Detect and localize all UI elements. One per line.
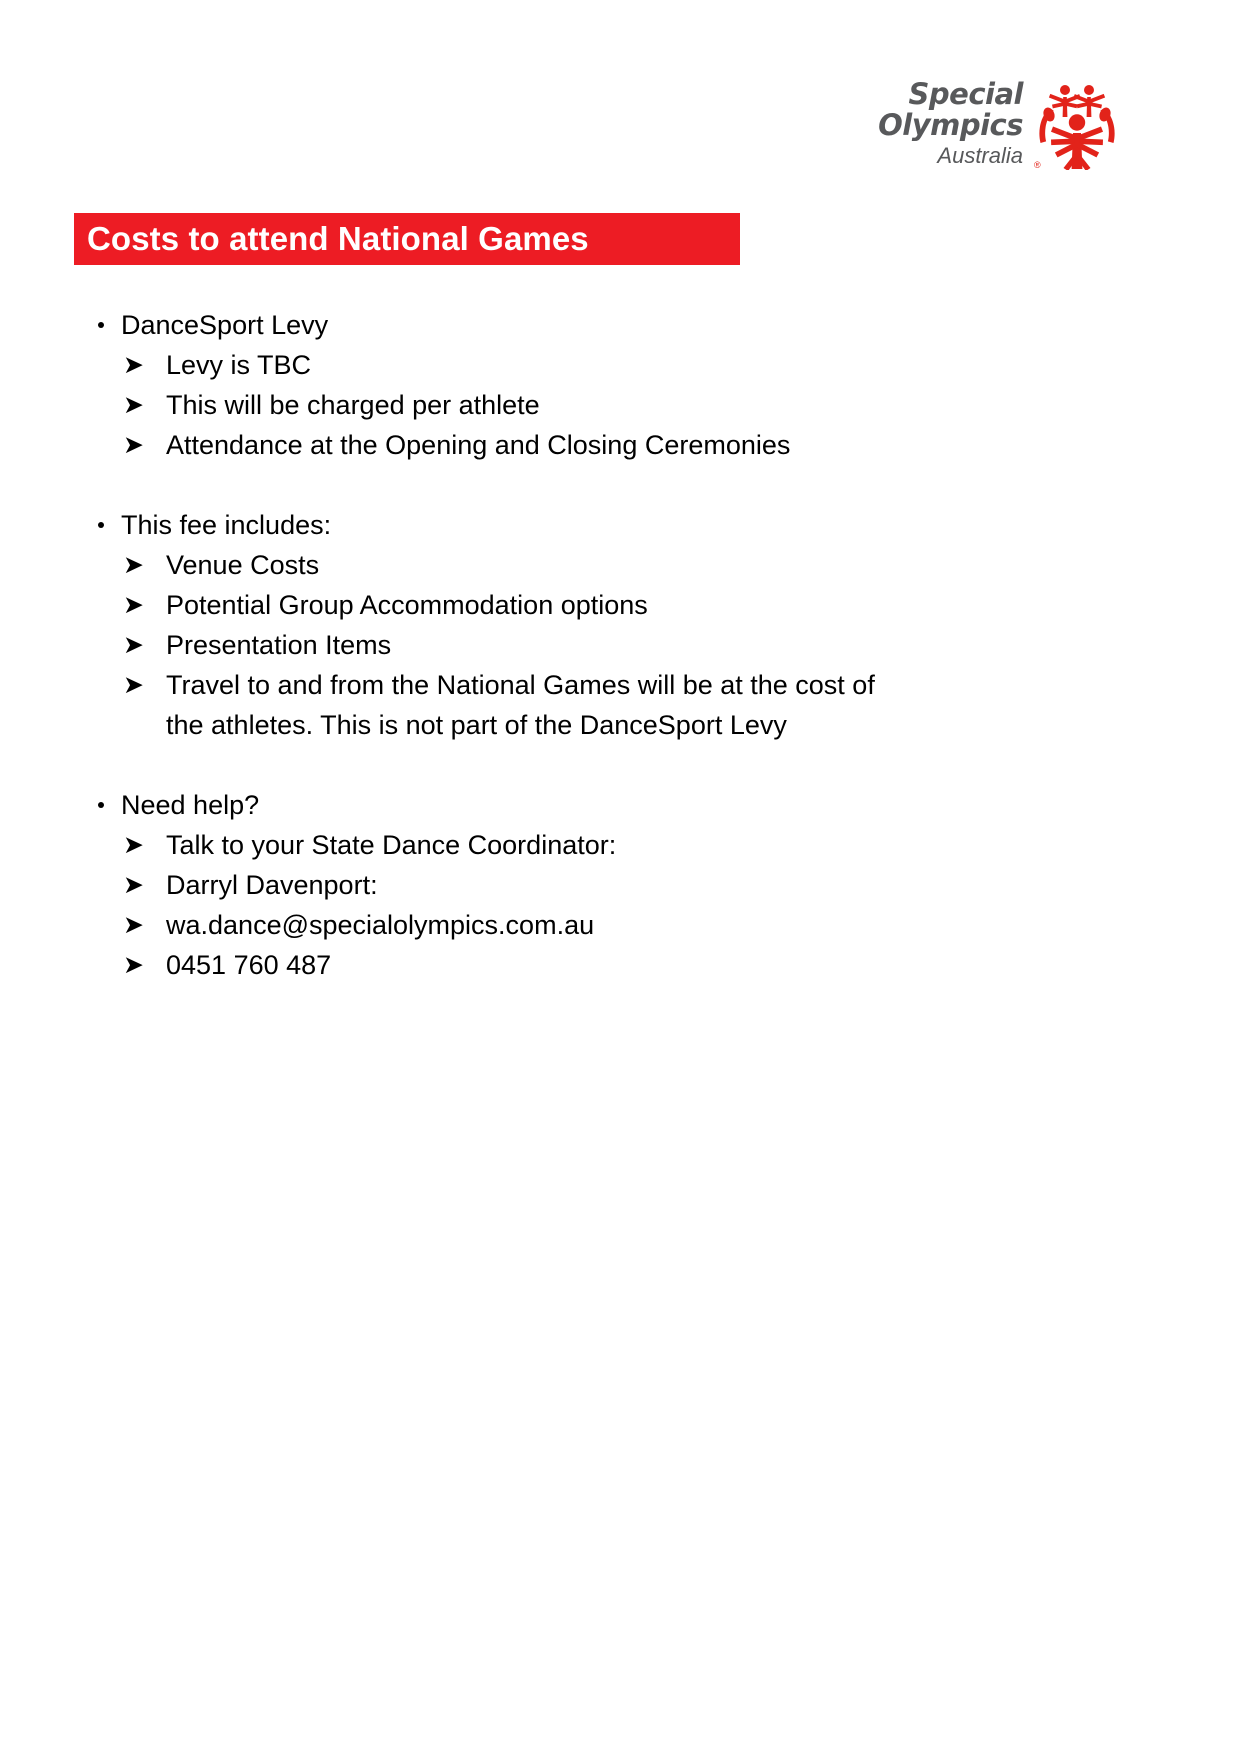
arrowhead-bullet-icon: ➤ [123,910,144,939]
bullet-dot-icon [98,802,104,808]
list-item-text: Venue Costs [166,550,320,580]
section-heading [86,305,906,345]
section-need-help [86,785,906,985]
list-item [123,345,906,385]
list-item-text: Attendance at the Opening and Closing Ceremonies [166,430,791,460]
list-item-text: This will be charged per athlete [166,390,540,420]
list-item [123,545,906,585]
arrowhead-bullet-icon: ➤ [123,830,144,859]
list-item-text: Talk to your State Dance Coordinator: [166,830,617,860]
contact-phone[interactable]: 0451 760 487 [166,950,332,980]
page-title: Costs to attend National Games [87,220,589,257]
logo-wordmark-line-special: Special [908,77,1023,111]
logo-wordmark-line-australia: Australia [937,143,1023,168]
list-item-text: Levy is TBC [166,350,312,380]
logo-wordmark [878,74,1023,167]
list-item [123,865,906,905]
section-heading-text: DanceSport Levy [121,310,329,340]
list-item-text: Potential Group Accommodation options [166,590,648,620]
section-heading-text: Need help? [121,790,260,820]
list-item [123,625,906,665]
list-item [123,385,906,425]
arrowhead-bullet-icon: ➤ [123,590,144,619]
bullet-dot-icon [98,322,104,328]
arrowhead-bullet-icon: ➤ [123,430,144,459]
arrowhead-bullet-icon: ➤ [123,350,144,379]
arrowhead-bullet-icon: ➤ [123,550,144,579]
arrowhead-bullet-icon: ➤ [123,390,144,419]
section-fee-includes [86,505,906,745]
sub-bullet-list [86,825,906,985]
list-item [123,825,906,865]
special-olympics-figures-mark-icon [1034,74,1117,170]
list-item-text: Presentation Items [166,630,392,660]
list-item [123,945,906,985]
registered-trademark-symbol: ® [1034,160,1041,170]
special-olympics-logo [878,74,1117,170]
list-item-text: Travel to and from the National Games will be at the cost of the athletes. This is not part of the DanceSport Levy [166,670,875,740]
section-heading-text: This fee includes: [121,510,332,540]
contact-name: Darryl Davenport: [166,870,378,900]
section-heading [86,505,906,545]
list-item [123,425,906,465]
section-heading [86,785,906,825]
list-item [123,905,906,945]
sub-bullet-list [86,545,906,745]
list-item [123,585,906,625]
arrowhead-bullet-icon: ➤ [123,950,144,979]
sub-bullet-list [86,345,906,465]
logo-wordmark-line-olympics: Olympics [878,108,1023,142]
page-title-banner [74,213,740,265]
arrowhead-bullet-icon: ➤ [123,630,144,659]
contact-email[interactable]: wa.dance@specialolympics.com.au [166,910,595,940]
list-item [123,665,906,745]
body-content [86,305,906,985]
section-dancesport-levy [86,305,906,465]
arrowhead-bullet-icon: ➤ [123,870,144,899]
bullet-dot-icon [98,522,104,528]
arrowhead-bullet-icon: ➤ [123,670,144,699]
